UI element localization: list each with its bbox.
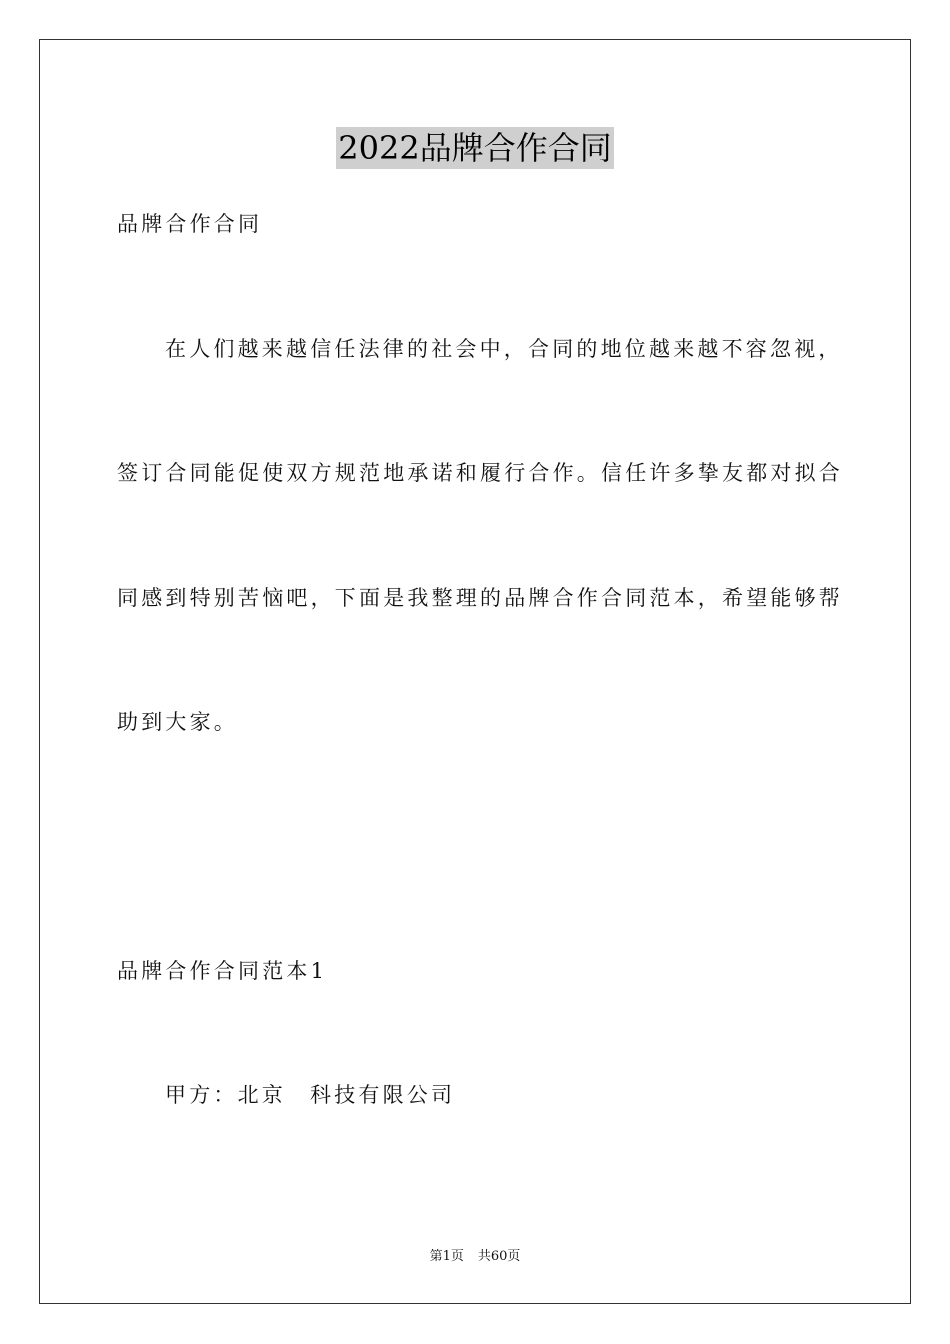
party-a-line xyxy=(165,1082,455,1108)
intro-line-3: 同感到特别苦恼吧，下面是我整理的品牌合作合同范本，希望能够帮 xyxy=(117,586,843,610)
party-a-value: 科技有限公司 xyxy=(310,1083,456,1107)
page-number: 第1页 xyxy=(429,1249,464,1264)
page-footer xyxy=(0,1249,950,1265)
document-title: 2022品牌合作合同 xyxy=(338,129,612,167)
section-heading: 品牌合作合同范本1 xyxy=(117,959,328,983)
party-a-label: 甲方：北京 xyxy=(165,1083,286,1107)
document-subtitle: 品牌合作合同 xyxy=(117,212,263,236)
intro-line-1: 在人们越来越信任法律的社会中，合同的地位越来越不容忽视， xyxy=(165,337,843,361)
title-container xyxy=(0,127,950,169)
page-total: 共60页 xyxy=(477,1249,521,1264)
intro-line-2: 签订合同能促使双方规范地承诺和履行合作。信任许多挚友都对拟合 xyxy=(117,461,843,485)
intro-line-4: 助到大家。 xyxy=(117,710,238,734)
